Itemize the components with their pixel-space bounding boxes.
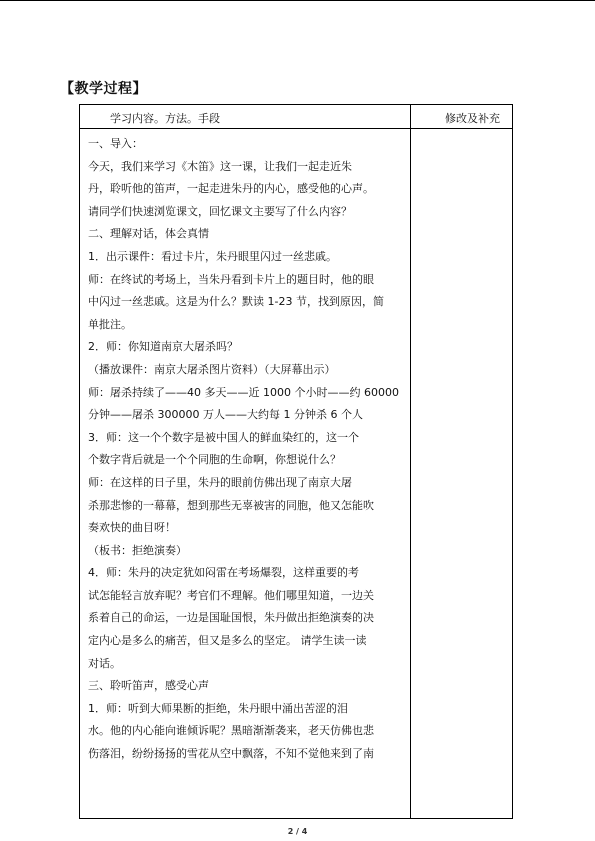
top-rule — [0, 0, 595, 1]
content-line: 对话。 — [88, 656, 121, 670]
lesson-content — [88, 133, 406, 766]
section-title: 【教学过程】 — [60, 81, 147, 97]
content-line: 请同学们快速浏览课文，回忆课文主要写了什么内容？ — [88, 204, 352, 218]
content-line: 2．师：你知道南京大屠杀吗？ — [88, 340, 238, 354]
content-line: 杀那悲惨的一幕幕，想到那些无辜被害的同胞，他又怎能吹 — [88, 498, 374, 512]
content-line: 4．师：朱丹的决定犹如闷雷在考场爆裂，这样重要的考 — [88, 566, 359, 580]
content-line: 一、导入： — [88, 137, 143, 150]
header-divider — [80, 128, 512, 129]
content-line: 1．出示课件：看过卡片，朱丹眼里闪过一丝悲戚。 — [88, 249, 337, 263]
content-line: 试怎能轻言放弃呢？考官们不理解。他们哪里知道，一边关 — [88, 588, 374, 602]
content-line: 师：在这样的日子里，朱丹的眼前仿佛出现了南京大屠 — [88, 475, 352, 489]
content-line: （板书：拒绝演奏） — [88, 543, 187, 557]
content-line: 中闪过一丝悲戚。这是为什么？默读 1-23 节，找到原因，简 — [88, 295, 384, 309]
content-line: 1．师：听到大师果断的拒绝，朱丹眼中涌出苦涩的泪 — [88, 701, 348, 715]
page-number: 2 / 4 — [287, 827, 308, 836]
content-line: 水。他的内心能向谁倾诉呢？黑暗渐渐袭来，老天仿佛也悲 — [88, 724, 374, 738]
content-line: 个数字背后就是一个个同胞的生命啊，你想说什么？ — [88, 453, 341, 467]
content-line: 3．师：这一个个数字是被中国人的鲜血染红的，这一个 — [88, 430, 359, 444]
column-divider — [410, 105, 411, 818]
content-line: 二、理解对话，体会真情 — [88, 227, 209, 241]
content-line: 师：屠杀持续了——40 多天——近 1000 个小时——约 60000 — [88, 385, 399, 399]
content-line: 单批注。 — [88, 317, 132, 331]
content-line: 奏欢快的曲目呀！ — [88, 521, 176, 535]
content-line: 伤落泪，纷纷扬扬的雪花从空中飘落，不知不觉他来到了南 — [88, 747, 374, 761]
content-line: 丹，聆听他的笛声，一起走进朱丹的内心，感受他的心声。 — [88, 182, 374, 196]
content-line: 系着自己的命运，一边是国耻国恨，朱丹做出拒绝演奏的决 — [88, 611, 374, 625]
content-line: 三、聆听笛声，感受心声 — [88, 679, 209, 693]
content-line: 定内心是多么的痛苦，但又是多么的坚定。 请学生读一读 — [88, 634, 367, 648]
content-line: 分钟——屠杀 300000 万人——大约每 1 分钟杀 6 个人 — [88, 408, 363, 422]
header-revision: 修改及补充 — [445, 112, 500, 125]
content-line: 今天，我们来学习《木笛》这一课，让我们一起走近朱 — [88, 159, 352, 173]
content-line: 师：在终试的考场上，当朱丹看到卡片上的题目时，他的眼 — [88, 272, 374, 286]
content-line: （播放课件：南京大屠杀图片资料）（大屏幕出示） — [88, 362, 336, 376]
lesson-table — [79, 104, 513, 819]
header-learning-content: 学习内容。方法。手段 — [110, 112, 220, 125]
